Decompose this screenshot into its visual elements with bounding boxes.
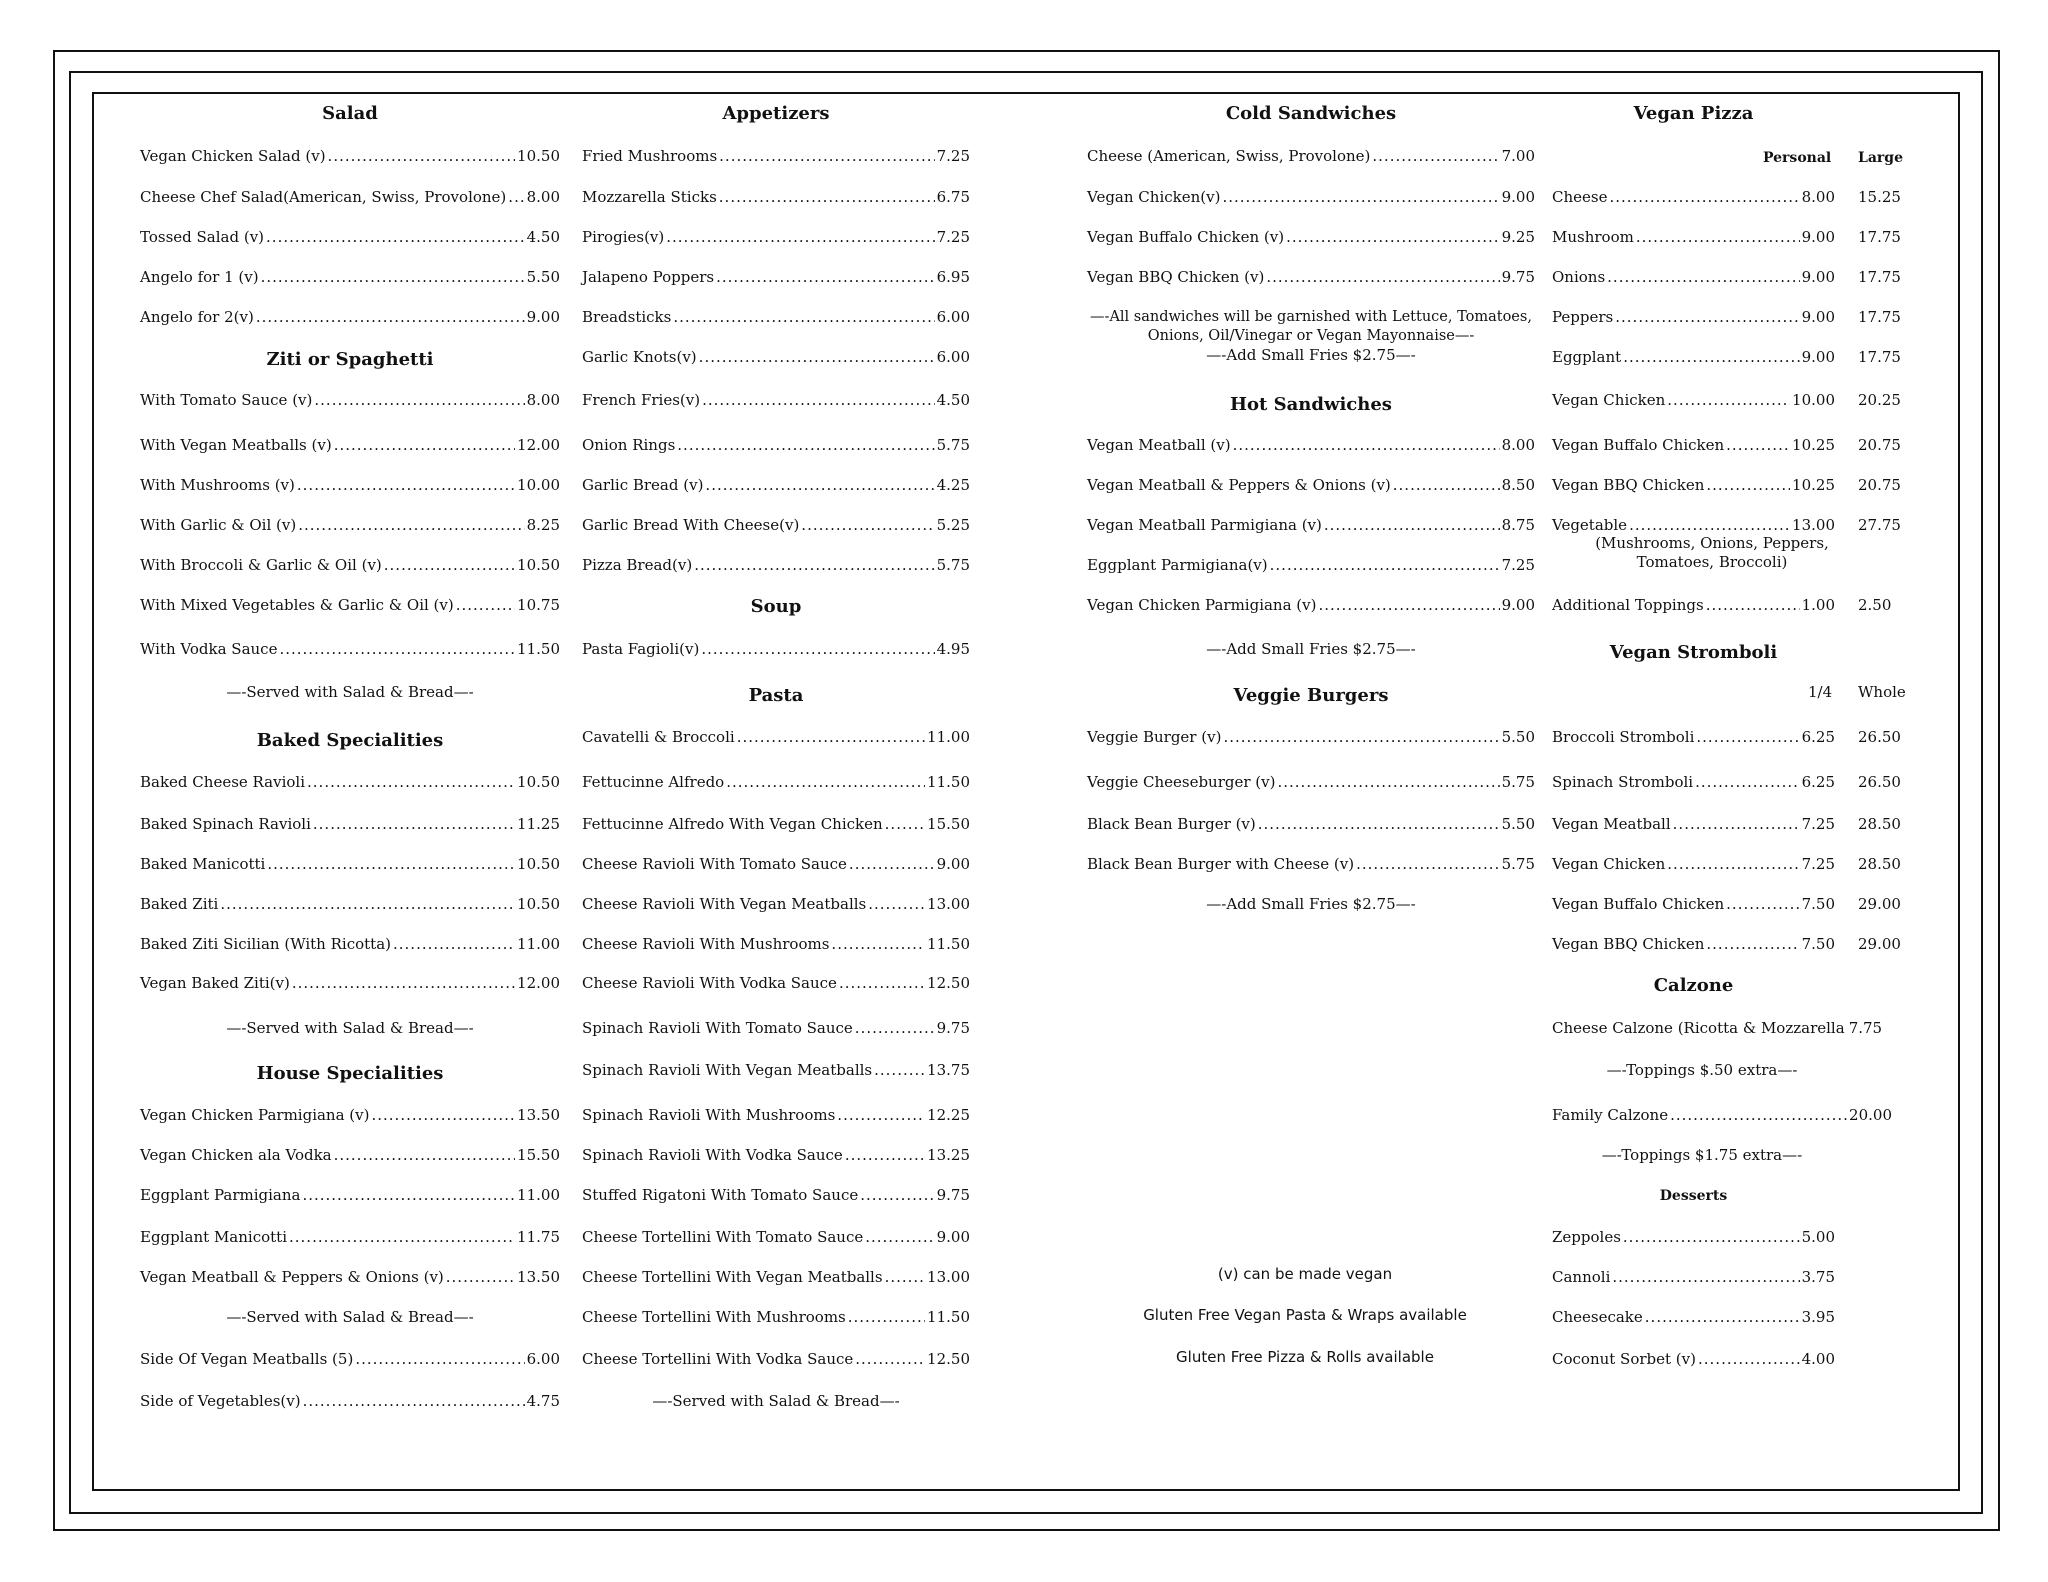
toppings-note: —-Toppings $1.75 extra—- [1601, 1146, 1803, 1164]
menu-item: Cheese Tortellini With Tomato Sauce ..... 9.00 [582, 1228, 970, 1246]
menu-item: Cheese Ravioli With Vegan Meatballs ..... 13.00 [582, 895, 970, 913]
menu-item: Fried Mushrooms ..... 7.25 [582, 147, 970, 165]
hot-sandwiches-heading: Hot Sandwiches [1230, 394, 1392, 415]
house-heading: House Specialities [256, 1063, 444, 1084]
menu-item: Baked Ziti Sicilian (With Ricotta) ..... 11.00 [140, 935, 560, 953]
menu-item: With Tomato Sauce (v) ..... 8.00 [140, 391, 560, 409]
vegan-stromboli-heading: Vegan Stromboli [1609, 642, 1778, 663]
served-note: —-Served with Salad & Bread—- [226, 1019, 474, 1037]
pasta-heading: Pasta [748, 685, 804, 706]
menu-item: Vegan Chicken ala Vodka ..... 15.50 [140, 1146, 560, 1164]
served-note: —-Served with Salad & Bread—- [652, 1392, 900, 1410]
menu-item: Cheese (American, Swiss, Provolone) ..... 7.00 [1087, 147, 1535, 165]
menu-item: Jalapeno Poppers ..... 6.95 [582, 268, 970, 286]
cold-sandwiches-heading: Cold Sandwiches [1225, 103, 1397, 124]
fries-note: —-Add Small Fries $2.75—- [1206, 895, 1416, 913]
fries-note: —-Add Small Fries $2.75—- [1206, 346, 1416, 364]
menu-item: Veggie Cheeseburger (v) ..... 5.75 [1087, 773, 1535, 791]
menu-item: Spinach Ravioli With Mushrooms ..... 12.25 [582, 1106, 970, 1124]
menu-item: Eggplant Manicotti ..... 11.75 [140, 1228, 560, 1246]
quarter-column-header: 1/4 [1808, 683, 1833, 701]
menu-item: With Vegan Meatballs (v) ..... 12.00 [140, 436, 560, 454]
personal-column-header: Personal [1763, 150, 1832, 166]
menu-item: Side Of Vegan Meatballs (5) ..... 6.00 [140, 1350, 560, 1368]
menu-item: Tossed Salad (v) ..... 4.50 [140, 228, 560, 246]
menu-item: Fettucinne Alfredo With Vegan Chicken ..... 15.50 [582, 815, 970, 833]
menu-item: Cheese Tortellini With Vodka Sauce ..... 12.50 [582, 1350, 970, 1368]
menu-item: Black Bean Burger (v) ..... 5.50 [1087, 815, 1535, 833]
menu-item: Vegan Buffalo Chicken (v) ..... 9.25 [1087, 228, 1535, 246]
gluten-free-pizza-note: Gluten Free Pizza & Rolls available [1176, 1348, 1434, 1366]
column-1 [140, 0, 560, 1582]
menu-item: Angelo for 1 (v) ..... 5.50 [140, 268, 560, 286]
column-4: Vegan Pizza Personal Large Cheese ..... 8.00 15.25 Mushroom ..... 9.00 17.75 Onions ..... 9.00 17.75 Peppers ..... 9.00 17.75 Eggplant ..... 9.00 17.75 Vegan Chicken ..... 10.00 20.25 Vegan Buffalo Chicken ..... 10.25 20.75 Vegan BBQ Chicken ..... 10.25 20.75 Vegetable ..... 13.00 27.75 (Mushrooms, Onions, Peppers, Tomatoes, Broccoli) Additional Toppings ..... 1.00 2.50 Vegan Stromboli 1/4 Whole Broccoli Stromboli ..... 6.25 26.50 Spinach Stromboli ..... 6.25 26.50 Vegan Meatball ..... 7.25 28.50 Vegan Chicken ..... 7.25 28.50 Vegan Buffalo Chicken ..... 7.50 29.00 Vegan BBQ Chicken ..... 7.50 29.00 Calzone Cheese Calzone (Ricotta & Mozzarella 7.75 —-Toppings $.50 extra—- Family Calzone ..... 20.00 —-Toppings $1.75 extra—- Desserts Zeppoles ..... 5.00 Cannoli ..... 3.75 Cheesecake ..... 3.95 Coconut Sorbet (v) ..... 4.00 [1552, 0, 1912, 1582]
menu-item: With Garlic & Oil (v) ..... 8.25 [140, 516, 560, 534]
veggie-burgers-heading: Veggie Burgers [1233, 685, 1389, 706]
menu-item: Cheese Ravioli With Mushrooms ..... 11.50 [582, 935, 970, 953]
menu-item: Garlic Bread (v) ..... 4.25 [582, 476, 970, 494]
gluten-free-pasta-note: Gluten Free Vegan Pasta & Wraps available [1143, 1306, 1467, 1324]
menu-item: Baked Cheese Ravioli ..... 10.50 [140, 773, 560, 791]
served-note: —-Served with Salad & Bread—- [226, 1308, 474, 1326]
menu-item: Side of Vegetables(v) ..... 4.75 [140, 1392, 560, 1410]
menu-item: Vegan Baked Ziti(v) ..... 12.00 [140, 974, 560, 992]
menu-item: Veggie Burger (v) ..... 5.50 [1087, 728, 1535, 746]
appetizers-heading: Appetizers [722, 103, 830, 124]
menu-item: Vegan Chicken(v) ..... 9.00 [1087, 188, 1535, 206]
fries-note: —-Add Small Fries $2.75—- [1206, 640, 1416, 658]
menu-item: Vegan Meatball & Peppers & Onions (v) ..... 8.50 [1087, 476, 1535, 494]
calzone-heading: Calzone [1653, 975, 1734, 996]
menu-item: Cheese Chef Salad(American, Swiss, Provolone) ..... 8.00 [140, 188, 560, 206]
menu-item: Garlic Bread With Cheese(v) ..... 5.25 [582, 516, 970, 534]
menu-item: Cheese Ravioli With Vodka Sauce ..... 12.50 [582, 974, 970, 992]
menu-item: Spinach Ravioli With Vodka Sauce ..... 13.25 [582, 1146, 970, 1164]
menu-item: Baked Manicotti ..... 10.50 [140, 855, 560, 873]
menu-item: Cavatelli & Broccoli ..... 11.00 [582, 728, 970, 746]
menu-item: Garlic Knots(v) ..... 6.00 [582, 348, 970, 366]
menu-item: Angelo for 2(v) ..... 9.00 [140, 308, 560, 326]
menu-item: Vegan Chicken Salad (v) ..... 10.50 [140, 147, 560, 165]
menu-item: With Vodka Sauce ..... 11.50 [140, 640, 560, 658]
menu-item: Vegan BBQ Chicken (v) ..... 9.75 [1087, 268, 1535, 286]
menu-item: With Broccoli & Garlic & Oil (v) ..... 10.50 [140, 556, 560, 574]
menu-item: Spinach Ravioli With Tomato Sauce ..... 9.75 [582, 1019, 970, 1037]
menu-item: Cheese Ravioli With Tomato Sauce ..... 9.00 [582, 855, 970, 873]
menu-item: Cheese Tortellini With Vegan Meatballs ..... 13.00 [582, 1268, 970, 1286]
desserts-heading: Desserts [1659, 1188, 1728, 1204]
menu-item: Breadsticks ..... 6.00 [582, 308, 970, 326]
toppings-note: —-Toppings $.50 extra—- [1606, 1061, 1798, 1079]
menu-item: Fettucinne Alfredo ..... 11.50 [582, 773, 970, 791]
menu-item: Spinach Ravioli With Vegan Meatballs ..... 13.75 [582, 1061, 970, 1079]
column-3 [1087, 0, 1535, 1582]
menu-item: Onion Rings ..... 5.75 [582, 436, 970, 454]
soup-heading: Soup [750, 596, 802, 617]
menu-item: Vegan Meatball (v) ..... 8.00 [1087, 436, 1535, 454]
menu-item: Vegan Chicken Parmigiana (v) ..... 13.50 [140, 1106, 560, 1124]
menu-item: With Mixed Vegetables & Garlic & Oil (v) ..... 10.75 [140, 596, 560, 614]
large-column-header: Large [1858, 150, 1903, 166]
menu-item: Baked Spinach Ravioli ..... 11.25 [140, 815, 560, 833]
menu-item: Vegan Chicken Parmigiana (v) ..... 9.00 [1087, 596, 1535, 614]
menu-item: Stuffed Rigatoni With Tomato Sauce ..... 9.75 [582, 1186, 970, 1204]
whole-column-header: Whole [1858, 683, 1906, 701]
menu-item: Vegan Meatball Parmigiana (v) ..... 8.75 [1087, 516, 1535, 534]
vegan-pizza-heading: Vegan Pizza [1633, 103, 1754, 124]
column-2 [582, 0, 970, 1582]
menu-item: Pizza Bread(v) ..... 5.75 [582, 556, 970, 574]
ziti-heading: Ziti or Spaghetti [266, 349, 434, 370]
menu-item: With Mushrooms (v) ..... 10.00 [140, 476, 560, 494]
menu-item: Vegan Meatball & Peppers & Onions (v) ..... 13.50 [140, 1268, 560, 1286]
menu-item: Black Bean Burger with Cheese (v) ..... 5.75 [1087, 855, 1535, 873]
vegan-legend: (v) can be made vegan [1217, 1265, 1393, 1283]
menu-item: Mozzarella Sticks ..... 6.75 [582, 188, 970, 206]
baked-heading: Baked Specialities [256, 730, 444, 751]
menu-item: Baked Ziti ..... 10.50 [140, 895, 560, 913]
menu-item: Pirogies(v) ..... 7.25 [582, 228, 970, 246]
served-note: —-Served with Salad & Bread—- [226, 683, 474, 701]
menu-item: French Fries(v) ..... 4.50 [582, 391, 970, 409]
salad-heading: Salad [322, 103, 378, 124]
vegetable-toppings-note: (Mushrooms, Onions, Peppers, Tomatoes, Broccoli) [1595, 534, 1829, 571]
menu-item: Pasta Fagioli(v) ..... 4.95 [582, 640, 970, 658]
menu-item: Eggplant Parmigiana(v) ..... 7.25 [1087, 556, 1535, 574]
garnish-note: —-All sandwiches will be garnished with Lettuce, Tomatoes, Onions, Oil/Vinegar or Vegan Mayonnaise—- [1090, 309, 1532, 344]
menu-item: Eggplant Parmigiana ..... 11.00 [140, 1186, 560, 1204]
menu-item: Cheese Tortellini With Mushrooms ..... 11.50 [582, 1308, 970, 1326]
